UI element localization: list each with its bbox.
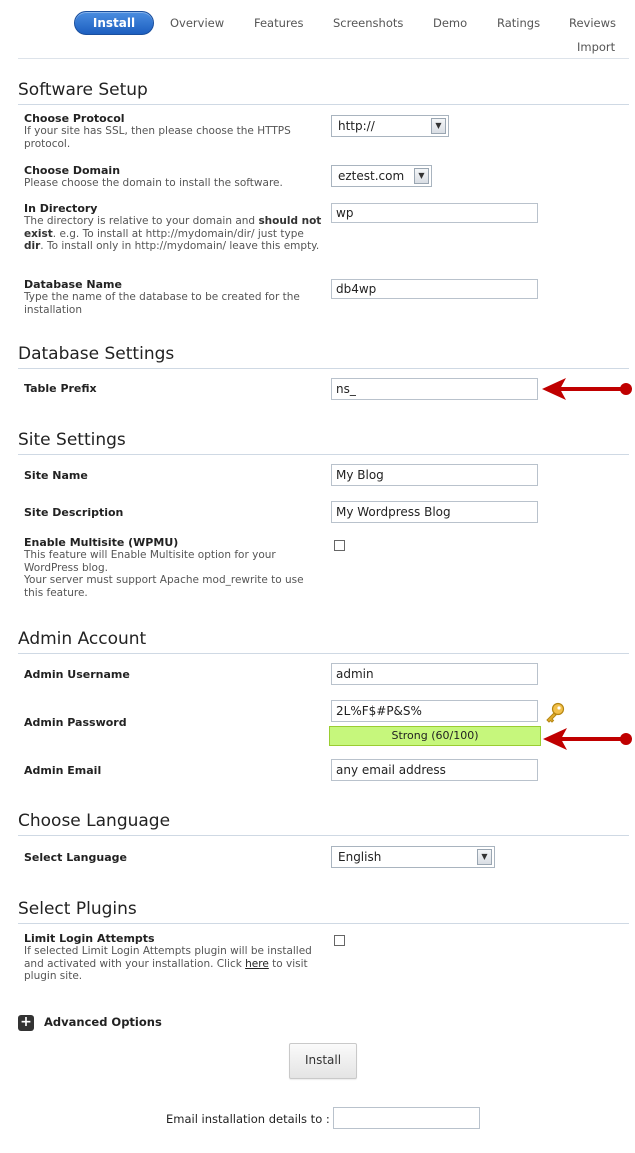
table-prefix-label: Table Prefix	[24, 382, 97, 395]
tab-ratings[interactable]: Ratings	[497, 16, 541, 30]
admin-password-input[interactable]: 2L%F$#P&S%	[331, 700, 538, 722]
site-name-label: Site Name	[24, 469, 88, 482]
advanced-options-toggle[interactable]: Advanced Options	[44, 1015, 162, 1029]
site-name-input[interactable]: My Blog	[331, 464, 538, 486]
section-title-choose-language: Choose Language	[18, 811, 171, 831]
domain-label: Choose Domain	[24, 164, 121, 177]
domain-select[interactable]	[331, 165, 432, 187]
directory-label: In Directory	[24, 202, 98, 215]
admin-password-label: Admin Password	[24, 716, 127, 729]
red-arrow-icon	[541, 726, 635, 752]
email-details-label: Email installation details to :	[166, 1112, 330, 1126]
section-divider	[18, 368, 629, 369]
plus-icon[interactable]: +	[18, 1015, 34, 1031]
chevron-down-icon: ▼	[477, 849, 492, 865]
tab-demo[interactable]: Demo	[433, 16, 468, 30]
protocol-label: Choose Protocol	[24, 112, 125, 125]
plugin-site-link[interactable]: here	[245, 957, 269, 970]
admin-email-label: Admin Email	[24, 764, 102, 777]
limit-login-label: Limit Login Attempts	[24, 932, 155, 945]
site-description-label: Site Description	[24, 506, 124, 519]
section-divider	[18, 653, 629, 654]
multisite-description: This feature will Enable Multisite option for your WordPress blog. Your server must support Apache mod_rewrite to use this feature.	[24, 549, 304, 599]
section-title-software-setup: Software Setup	[18, 80, 148, 100]
admin-username-input[interactable]: admin	[331, 663, 538, 685]
section-title-database-settings: Database Settings	[18, 344, 175, 364]
password-strength-meter: Strong (60/100)	[329, 726, 541, 746]
section-divider	[18, 104, 629, 105]
table-prefix-input[interactable]: ns_	[331, 378, 538, 400]
tab-overview[interactable]: Overview	[170, 16, 225, 30]
directory-input[interactable]: wp	[331, 203, 538, 223]
site-description-input[interactable]: My Wordpress Blog	[331, 501, 538, 523]
tab-features[interactable]: Features	[254, 16, 304, 30]
domain-description: Please choose the domain to install the software.	[24, 177, 283, 189]
section-divider	[18, 835, 629, 836]
database-name-input[interactable]: db4wp	[331, 279, 538, 299]
tab-reviews[interactable]: Reviews	[569, 16, 617, 30]
section-title-select-plugins: Select Plugins	[18, 899, 137, 919]
directory-description: The directory is relative to your domain and should not exist. e.g. To install at http://mydomain/dir/ just type dir. To install only in http://mydomain/ leave this empty.	[24, 215, 322, 252]
database-name-description: Type the name of the database to be created for the installation	[24, 291, 300, 316]
protocol-select-value: http://	[338, 119, 375, 133]
red-arrow-icon	[540, 376, 635, 402]
multisite-checkbox[interactable]	[334, 540, 345, 551]
domain-select-value: eztest.com	[338, 169, 405, 183]
protocol-select[interactable]	[331, 115, 449, 137]
multisite-label: Enable Multisite (WPMU)	[24, 536, 179, 549]
install-tab[interactable]: Install	[74, 11, 154, 35]
select-language-label: Select Language	[24, 851, 127, 864]
key-icon[interactable]	[544, 701, 566, 723]
admin-username-label: Admin Username	[24, 668, 130, 681]
chevron-down-icon: ▼	[431, 118, 446, 134]
section-title-site-settings: Site Settings	[18, 430, 126, 450]
limit-login-description: If selected Limit Login Attempts plugin will be installed and activated with your installation. Click here to visit plugin site.	[24, 945, 312, 982]
install-button[interactable]: Install	[289, 1043, 357, 1079]
limit-login-checkbox[interactable]	[334, 935, 345, 946]
tab-screenshots[interactable]: Screenshots	[333, 16, 404, 30]
chevron-down-icon: ▼	[414, 168, 429, 184]
admin-email-input[interactable]: any email address	[331, 759, 538, 781]
tab-import[interactable]: Import	[577, 40, 616, 54]
nav-divider	[18, 58, 629, 59]
language-select-value: English	[338, 850, 382, 864]
section-divider	[18, 454, 629, 455]
section-title-admin-account: Admin Account	[18, 629, 147, 649]
protocol-description: If your site has SSL, then please choose the HTTPS protocol.	[24, 125, 291, 150]
section-divider	[18, 923, 629, 924]
language-select[interactable]	[331, 846, 495, 868]
email-details-input[interactable]	[333, 1107, 480, 1129]
database-name-label: Database Name	[24, 278, 122, 291]
